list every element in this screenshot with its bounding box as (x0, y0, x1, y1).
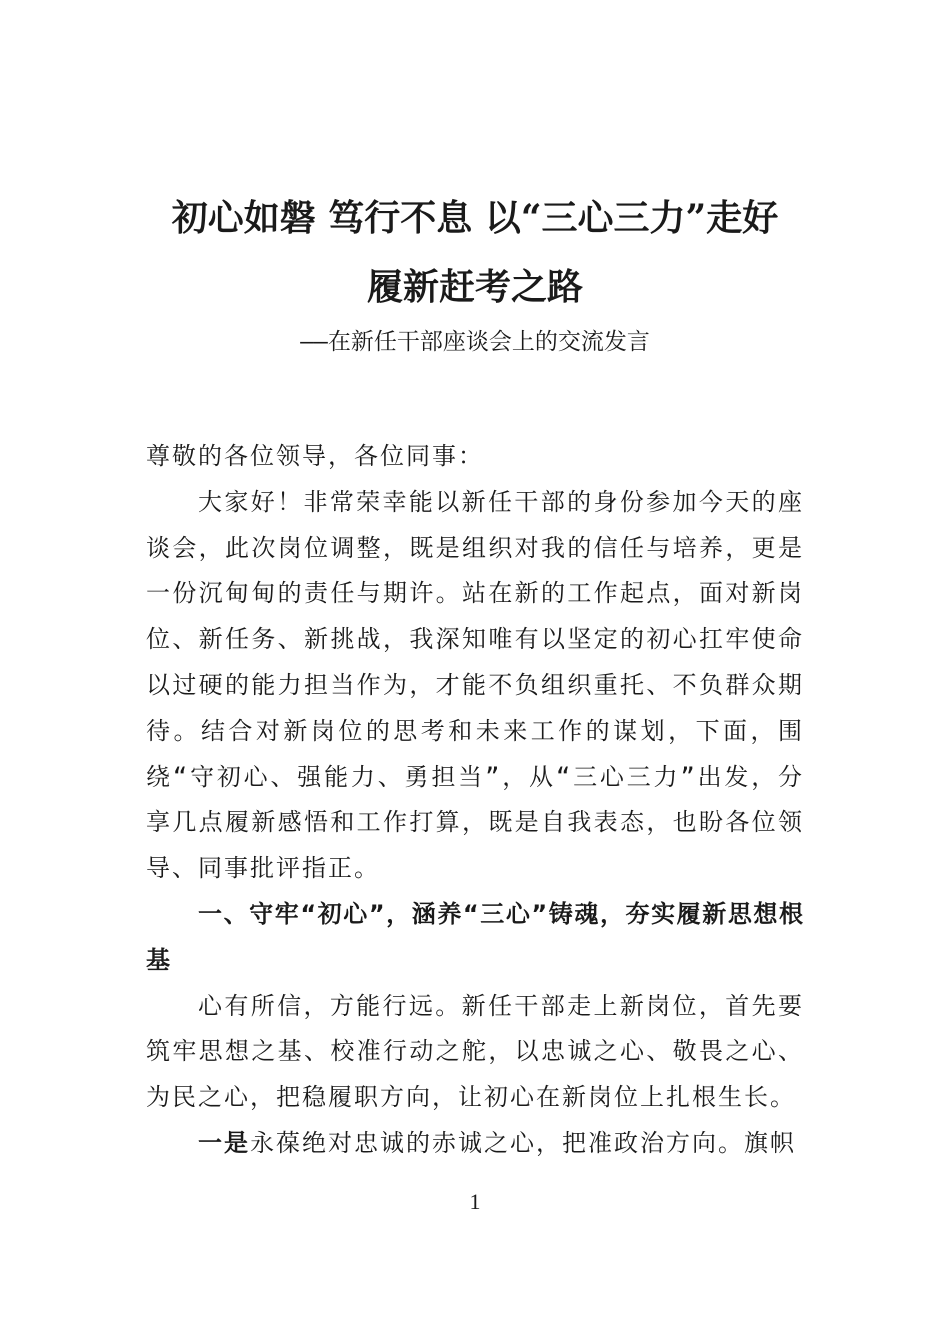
document-title-line-1: 初心如磐 笃行不息 以“三心三力”走好 (171, 197, 779, 239)
document-subtitle: ——在新任干部座谈会上的交流发言 (300, 329, 650, 355)
point-text: 永葆绝对忠诚的赤诚之心，把准政治方向。旗帜 (250, 1128, 796, 1157)
paragraph-point-1 (146, 1121, 804, 1167)
salutation: 尊敬的各位领导，各位同事： (146, 442, 484, 470)
section-heading-1: 一、守牢“初心”，涵养“三心”铸魂，夯实履新思想根基 (146, 899, 804, 974)
paragraph-section-intro: 心有所信，方能行远。新任干部走上新岗位，首先要筑牢思想之基、校准行动之舵，以忠诚之心、敬畏之心、为民之心，把稳履职方向，让初心在新岗位上扎根生长。 (146, 991, 804, 1112)
document-body (146, 434, 804, 1167)
point-lead-label: 一是 (198, 1128, 250, 1157)
page-number: 1 (469, 1189, 481, 1214)
document-title-line-2: 履新赶考之路 (366, 266, 583, 308)
paragraph-opening: 大家好！非常荣幸能以新任干部的身份参加今天的座谈会，此次岗位调整，既是组织对我的信任与培养，更是一份沉甸甸的责任与期许。站在新的工作起点，面对新岗位、新任务、新挑战，我深知唯有以坚定的初心扛牢使命以过硬的能力担当作为，才能不负组织重托、不负群众期待。结合对新岗位的思考和未来工作的谋划，下面，围绕“守初心、强能力、勇担当”，从“三心三力”出发，分享几点履新感悟和工作打算，既是自我表态，也盼各位领导、同事批评指正。 (146, 487, 804, 883)
